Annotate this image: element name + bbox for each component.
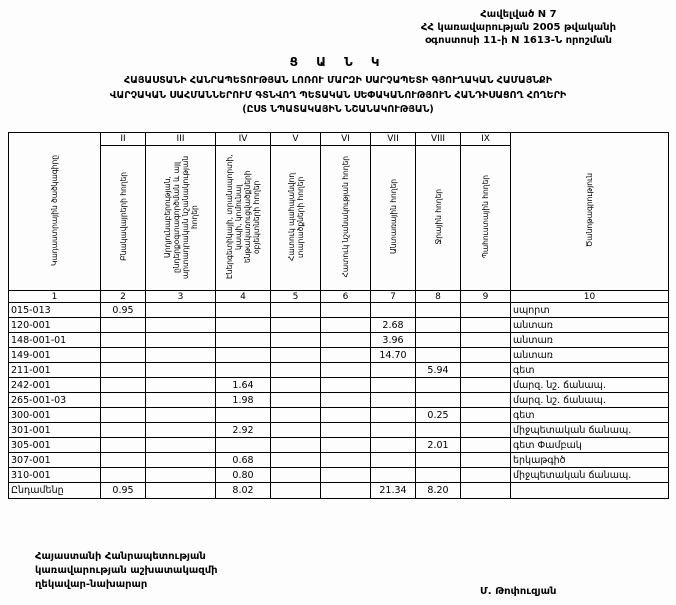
cell-area-value (371, 393, 416, 408)
cell-area-value (271, 408, 321, 423)
cell-area-value (101, 408, 146, 423)
cell-area-value (416, 468, 461, 483)
cell-area-value (146, 408, 216, 423)
header-col-3-label: Արդյունաբերության, ընդերքօգտագործման և այլ արտադրական նշանակության հողեր (162, 155, 199, 279)
cell-cadastral-code: 265-001-03 (9, 393, 101, 408)
header-col-6-label: Հատուկ նշանակության հողեր (341, 155, 350, 278)
cell-area-value (271, 333, 321, 348)
cell-area-value (216, 348, 271, 363)
column-number-8: 8 (416, 291, 461, 303)
total-label: Ընդամենը (9, 483, 101, 499)
cell-note: մարզ. նշ. ճանապ. (511, 393, 669, 408)
cell-area-value (271, 348, 321, 363)
column-number-3: 3 (146, 291, 216, 303)
cell-area-value (271, 423, 321, 438)
cell-area-value (146, 318, 216, 333)
cell-area-value: 0.68 (216, 453, 271, 468)
column-number-6: 6 (321, 291, 371, 303)
cell-note: մարզ. նշ. ճանապ. (511, 378, 669, 393)
cell-cadastral-code: 015-013 (9, 303, 101, 318)
cell-note: միջպետական ճանապ. (511, 468, 669, 483)
cell-area-value (416, 423, 461, 438)
land-table-body (9, 133, 669, 499)
table-row (9, 348, 669, 363)
cell-note: անտառ (511, 348, 669, 363)
cell-area-value (146, 423, 216, 438)
cell-area-value (101, 453, 146, 468)
cell-area-value (101, 333, 146, 348)
cell-area-value (461, 318, 511, 333)
cell-cadastral-code: 120-001 (9, 318, 101, 333)
total-row (9, 483, 669, 499)
cell-area-value (461, 378, 511, 393)
column-number-2: 2 (101, 291, 146, 303)
cell-area-value (461, 333, 511, 348)
cell-area-value (271, 378, 321, 393)
cell-area-value: 5.94 (416, 363, 461, 378)
cell-note: անտառ (511, 333, 669, 348)
cell-area-value (101, 423, 146, 438)
table-row (9, 318, 669, 333)
cell-area-value (321, 453, 371, 468)
total-value: 8.02 (216, 483, 271, 499)
cell-note: երկաթգիծ (511, 453, 669, 468)
table-row (9, 408, 669, 423)
cell-area-value (461, 453, 511, 468)
cell-area-value (371, 363, 416, 378)
total-value (271, 483, 321, 499)
cell-note: գետ (511, 363, 669, 378)
annex-line-1: Հավելված N 7 (480, 9, 557, 20)
header-col-9-label: Պահուստային հողեր (481, 175, 490, 259)
cell-area-value (101, 468, 146, 483)
header-col-9 (461, 146, 511, 291)
cell-area-value (321, 303, 371, 318)
cell-area-value (216, 408, 271, 423)
column-number-7: 7 (371, 291, 416, 303)
roman-numeral-II: II (101, 133, 146, 146)
cell-area-value (371, 408, 416, 423)
column-number-row (9, 291, 669, 303)
header-col-7-label: Անտառային հողեր (388, 179, 398, 255)
cell-note: անտառ (511, 318, 669, 333)
cell-area-value (101, 438, 146, 453)
document-title: Ց Ա Ն Կ (289, 55, 387, 69)
cell-area-value (271, 393, 321, 408)
cell-area-value (416, 333, 461, 348)
cell-area-value: 0.80 (216, 468, 271, 483)
cell-area-value: 2.68 (371, 318, 416, 333)
header-col-4-label: Էներգետիկայի, տրանսպորտի, կապի, կոմունալ ենթակառուցվածքների օբյեկտների հողեր (225, 154, 261, 279)
cell-area-value (416, 303, 461, 318)
cell-area-value (216, 318, 271, 333)
subtitle-line-2: ՎԱՐՉԱԿԱՆ ՍԱՀՄԱՆՆԵՐՈՒՄ ԳՏՆՎՈՂ ՊԵՏԱԿԱՆ ՍԵՓԱԿԱՆՈՒԹՅՈՒՆ ՀԱՆԴԻՍԱՑՈՂ ՀՈՂԵՐԻ (109, 89, 567, 101)
cell-note: գետ Փամբակ (511, 438, 669, 453)
cell-area-value (321, 393, 371, 408)
cell-area-value (416, 453, 461, 468)
header-col-3 (146, 146, 216, 291)
land-table (8, 132, 669, 499)
footer-line-2: կառավարության աշխատակազմի (35, 565, 218, 576)
cell-cadastral-code: 301-001 (9, 423, 101, 438)
table-row (9, 468, 669, 483)
cell-area-value (101, 318, 146, 333)
cell-area-value: 2.01 (416, 438, 461, 453)
column-number-9: 9 (461, 291, 511, 303)
cell-area-value (371, 468, 416, 483)
table-row (9, 378, 669, 393)
table-row (9, 303, 669, 318)
header-cadastral-code-label: Կադաստրային ծածկագիրը (50, 154, 59, 266)
header-col-5 (271, 146, 321, 291)
cell-area-value (271, 438, 321, 453)
cell-note: միջպետական ճանապ. (511, 423, 669, 438)
cell-area-value (321, 363, 371, 378)
roman-numeral-V: V (271, 133, 321, 146)
table-row (9, 423, 669, 438)
cell-area-value: 2.92 (216, 423, 271, 438)
cell-area-value (146, 393, 216, 408)
cell-cadastral-code: 242-001 (9, 378, 101, 393)
cell-area-value (461, 393, 511, 408)
roman-numeral-VII: VII (371, 133, 416, 146)
cell-area-value (461, 423, 511, 438)
cell-area-value: 14.70 (371, 348, 416, 363)
total-note (511, 483, 669, 499)
total-value: 21.34 (371, 483, 416, 499)
roman-numeral-IX: IX (461, 133, 511, 146)
header-col-5-label: Հատուկ պահպանվող տարածքների հողեր (286, 172, 305, 261)
cell-area-value (216, 438, 271, 453)
cell-area-value (146, 453, 216, 468)
header-col-2-label: Բնակավայրերի հողեր (118, 172, 128, 262)
roman-numeral-IV: IV (216, 133, 271, 146)
cell-area-value (416, 393, 461, 408)
cell-area-value (146, 348, 216, 363)
table-row (9, 453, 669, 468)
header-col-8-label: Ջրային հողեր (433, 188, 443, 245)
cell-cadastral-code: 148-001-01 (9, 333, 101, 348)
subtitle-line-1: ՀԱՅԱՍՏԱՆԻ ՀԱՆՐԱՊԵՏՈՒԹՅԱՆ ԼՈՌՈՒ ՄԱՐԶԻ ՍԱՐՉԱՊԵՏԻ ԳՅՈՒՂԱԿԱՆ ՀԱՄԱՅՆՔԻ (123, 75, 553, 86)
cell-cadastral-code: 300-001 (9, 408, 101, 423)
cell-area-value (146, 303, 216, 318)
total-value: 8.20 (416, 483, 461, 499)
document-subtitle (0, 74, 676, 118)
cell-cadastral-code: 149-001 (9, 348, 101, 363)
footer-line-3: ղեկավար-նախարար (35, 579, 148, 590)
roman-numeral-VIII: VIII (416, 133, 461, 146)
cell-area-value (371, 453, 416, 468)
table-row (9, 363, 669, 378)
cell-area-value (461, 408, 511, 423)
total-value (321, 483, 371, 499)
cell-area-value (271, 453, 321, 468)
cell-area-value (101, 378, 146, 393)
cell-area-value (321, 423, 371, 438)
cell-area-value: 0.25 (416, 408, 461, 423)
column-number-4: 4 (216, 291, 271, 303)
cell-area-value (146, 363, 216, 378)
table-row (9, 438, 669, 453)
cell-area-value: 3.96 (371, 333, 416, 348)
cell-area-value (461, 438, 511, 453)
column-number-5: 5 (271, 291, 321, 303)
roman-numeral-III: III (146, 133, 216, 146)
header-col-4 (216, 146, 271, 291)
cell-area-value (271, 468, 321, 483)
cell-cadastral-code: 211-001 (9, 363, 101, 378)
total-value (146, 483, 216, 499)
header-col-6 (321, 146, 371, 291)
cell-area-value (101, 363, 146, 378)
cell-area-value (146, 378, 216, 393)
cell-area-value: 1.98 (216, 393, 271, 408)
table-row (9, 333, 669, 348)
footer-line-1: Հայաստանի Հանրապետության (35, 551, 206, 562)
header-note (511, 133, 669, 291)
cell-area-value (321, 468, 371, 483)
cell-note: գետ (511, 408, 669, 423)
cell-area-value (216, 333, 271, 348)
cell-area-value (371, 438, 416, 453)
table-row (9, 393, 669, 408)
cell-area-value (146, 333, 216, 348)
cell-area-value (321, 333, 371, 348)
cell-area-value: 0.95 (101, 303, 146, 318)
roman-numeral-VI: VI (321, 133, 371, 146)
cell-area-value (461, 348, 511, 363)
cell-area-value (146, 468, 216, 483)
cell-area-value (146, 438, 216, 453)
cell-area-value (461, 363, 511, 378)
cell-area-value (101, 348, 146, 363)
cell-area-value (271, 303, 321, 318)
total-value (461, 483, 511, 499)
cell-cadastral-code: 307-001 (9, 453, 101, 468)
annex-line-3: օգոստոսի 11-ի N 1613-Ն որոշման (424, 35, 612, 46)
footer-office-block (35, 550, 218, 592)
cell-area-value (321, 378, 371, 393)
header-note-label: Ծանոթագրություն (585, 173, 594, 248)
cell-area-value (271, 363, 321, 378)
cell-area-value (321, 408, 371, 423)
column-number-10: 10 (511, 291, 669, 303)
cell-area-value (371, 423, 416, 438)
header-col-7 (371, 146, 416, 291)
roman-numeral-row (9, 133, 669, 146)
header-cadastral-code (9, 133, 101, 291)
annex-reference (421, 8, 616, 47)
cell-area-value (216, 303, 271, 318)
cell-note: սպորտ (511, 303, 669, 318)
total-value: 0.95 (101, 483, 146, 499)
cell-area-value (371, 303, 416, 318)
cell-area-value (416, 378, 461, 393)
column-number-1: 1 (9, 291, 101, 303)
cell-area-value (271, 318, 321, 333)
cell-cadastral-code: 310-001 (9, 468, 101, 483)
cell-area-value (321, 438, 371, 453)
cell-area-value (416, 318, 461, 333)
header-col-2 (101, 146, 146, 291)
cell-area-value (461, 303, 511, 318)
header-col-8 (416, 146, 461, 291)
annex-line-2: ՀՀ կառավարության 2005 թվականի (420, 22, 616, 33)
subtitle-line-3: (ԸՍՏ ՆՊԱՏԱԿԱՅԻՆ ՆՇԱՆԱԿՈՒԹՅԱՆ) (242, 104, 434, 116)
cell-area-value (321, 318, 371, 333)
cell-area-value (416, 348, 461, 363)
cell-area-value (101, 393, 146, 408)
cell-cadastral-code: 305-001 (9, 438, 101, 453)
cell-area-value (371, 378, 416, 393)
cell-area-value (321, 348, 371, 363)
cell-area-value (461, 468, 511, 483)
cell-area-value: 1.64 (216, 378, 271, 393)
signature-name: Մ. Թոփուզյան (480, 586, 557, 597)
cell-area-value (216, 363, 271, 378)
